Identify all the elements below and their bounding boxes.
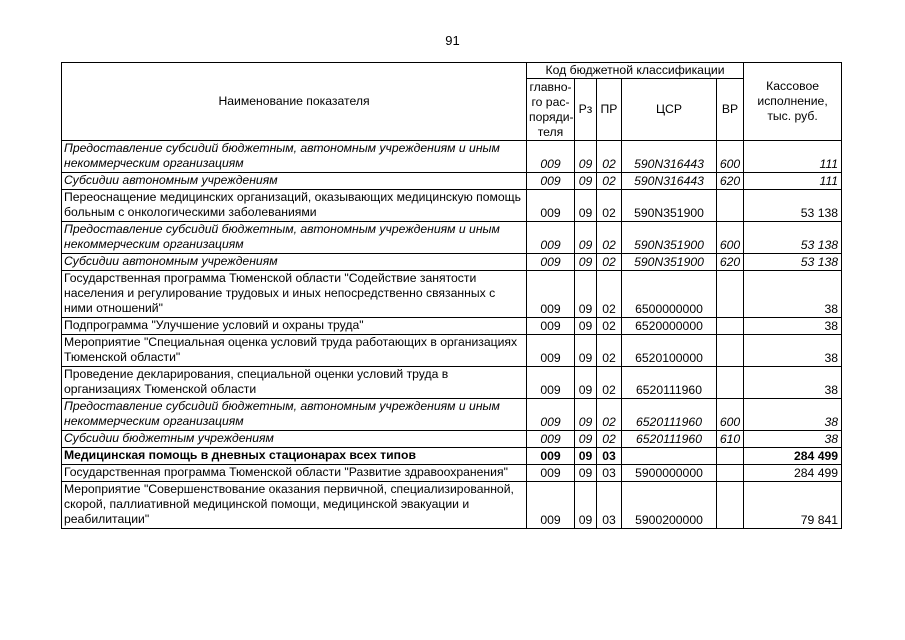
header-amount: Кассовое исполнение, тыс. руб. <box>744 63 842 141</box>
cell-csr <box>622 448 717 465</box>
cell-glava: 009 <box>527 335 575 367</box>
cell-name: Мероприятие "Специальная оценка условий труда работающих в организациях Тюменской области" <box>62 335 527 367</box>
header-glava: главно-го рас-поряди-теля <box>527 79 575 141</box>
cell-csr: 6520000000 <box>622 318 717 335</box>
cell-pr: 03 <box>597 448 622 465</box>
cell-csr: 6520100000 <box>622 335 717 367</box>
cell-pr: 02 <box>597 399 622 431</box>
cell-amount: 38 <box>744 335 842 367</box>
cell-glava: 009 <box>527 465 575 482</box>
cell-amount: 111 <box>744 173 842 190</box>
cell-pr: 02 <box>597 222 622 254</box>
table-row <box>62 482 842 529</box>
cell-rz: 09 <box>575 318 597 335</box>
cell-amount: 53 138 <box>744 190 842 222</box>
cell-csr: 6500000000 <box>622 271 717 318</box>
cell-glava: 009 <box>527 222 575 254</box>
cell-csr: 590N316443 <box>622 141 717 173</box>
table-body <box>62 141 842 529</box>
cell-vr <box>717 465 744 482</box>
cell-pr: 02 <box>597 318 622 335</box>
cell-pr: 02 <box>597 173 622 190</box>
cell-glava: 009 <box>527 448 575 465</box>
cell-amount: 53 138 <box>744 254 842 271</box>
cell-pr: 02 <box>597 367 622 399</box>
cell-rz: 09 <box>575 399 597 431</box>
cell-name: Предоставление субсидий бюджетным, автономным учреждениям и иным некоммерческим организациям <box>62 222 527 254</box>
cell-name: Медицинская помощь в дневных стационарах всех типов <box>62 448 527 465</box>
cell-amount: 38 <box>744 271 842 318</box>
cell-csr: 590N351900 <box>622 222 717 254</box>
table-row <box>62 222 842 254</box>
table-row <box>62 318 842 335</box>
table-row <box>62 465 842 482</box>
cell-rz: 09 <box>575 222 597 254</box>
cell-name: Субсидии автономным учреждениям <box>62 173 527 190</box>
cell-glava: 009 <box>527 482 575 529</box>
cell-glava: 009 <box>527 190 575 222</box>
cell-vr: 610 <box>717 431 744 448</box>
cell-rz: 09 <box>575 448 597 465</box>
table-row <box>62 431 842 448</box>
cell-amount: 38 <box>744 318 842 335</box>
cell-vr <box>717 190 744 222</box>
cell-csr: 5900200000 <box>622 482 717 529</box>
table-row <box>62 271 842 318</box>
cell-pr: 02 <box>597 190 622 222</box>
table-row <box>62 335 842 367</box>
cell-vr: 620 <box>717 173 744 190</box>
cell-vr: 600 <box>717 399 744 431</box>
cell-name: Государственная программа Тюменской области "Содействие занятости населения и регулирование трудовых и иных непосредственно связанных с ними отношений" <box>62 271 527 318</box>
cell-rz: 09 <box>575 482 597 529</box>
cell-glava: 009 <box>527 318 575 335</box>
cell-csr: 5900000000 <box>622 465 717 482</box>
cell-glava: 009 <box>527 431 575 448</box>
table-row <box>62 254 842 271</box>
cell-pr: 03 <box>597 482 622 529</box>
cell-pr: 02 <box>597 141 622 173</box>
cell-csr: 590N351900 <box>622 190 717 222</box>
cell-vr: 600 <box>717 141 744 173</box>
cell-name: Субсидии автономным учреждениям <box>62 254 527 271</box>
cell-name: Предоставление субсидий бюджетным, автономным учреждениям и иным некоммерческим организациям <box>62 399 527 431</box>
cell-amount: 38 <box>744 431 842 448</box>
cell-rz: 09 <box>575 335 597 367</box>
cell-amount: 79 841 <box>744 482 842 529</box>
cell-vr: 600 <box>717 222 744 254</box>
cell-pr: 02 <box>597 254 622 271</box>
header-name: Наименование показателя <box>62 63 527 141</box>
cell-rz: 09 <box>575 190 597 222</box>
cell-amount: 284 499 <box>744 465 842 482</box>
table-row <box>62 448 842 465</box>
header-vr: ВР <box>717 79 744 141</box>
cell-pr: 02 <box>597 431 622 448</box>
cell-rz: 09 <box>575 367 597 399</box>
cell-rz: 09 <box>575 254 597 271</box>
cell-amount: 111 <box>744 141 842 173</box>
table-row <box>62 399 842 431</box>
cell-csr: 590N351900 <box>622 254 717 271</box>
cell-csr: 6520111960 <box>622 399 717 431</box>
cell-glava: 009 <box>527 399 575 431</box>
cell-amount: 38 <box>744 399 842 431</box>
cell-rz: 09 <box>575 173 597 190</box>
cell-name: Мероприятие "Совершенствование оказания первичной, специализированной, скорой, паллиативной медицинской помощи, медицинской эвакуации и реабилитации" <box>62 482 527 529</box>
cell-rz: 09 <box>575 465 597 482</box>
cell-pr: 02 <box>597 271 622 318</box>
page-number: 91 <box>445 33 460 48</box>
cell-rz: 09 <box>575 141 597 173</box>
cell-amount: 38 <box>744 367 842 399</box>
cell-glava: 009 <box>527 271 575 318</box>
cell-name: Переоснащение медицинских организаций, оказывающих медицинскую помощь больным с онкологическими заболеваниями <box>62 190 527 222</box>
cell-glava: 009 <box>527 141 575 173</box>
cell-pr: 03 <box>597 465 622 482</box>
cell-glava: 009 <box>527 254 575 271</box>
cell-vr <box>717 367 744 399</box>
cell-vr <box>717 335 744 367</box>
cell-rz: 09 <box>575 271 597 318</box>
cell-vr <box>717 448 744 465</box>
cell-vr <box>717 271 744 318</box>
cell-name: Проведение декларирования, специальной оценки условий труда в организациях Тюменской области <box>62 367 527 399</box>
table-row <box>62 190 842 222</box>
header-classification-code: Код бюджетной классификации <box>527 63 744 79</box>
cell-vr <box>717 482 744 529</box>
cell-rz: 09 <box>575 431 597 448</box>
header-pr: ПР <box>597 79 622 141</box>
cell-name: Подпрограмма "Улучшение условий и охраны труда" <box>62 318 527 335</box>
cell-csr: 590N316443 <box>622 173 717 190</box>
budget-table <box>61 62 842 529</box>
table-row <box>62 173 842 190</box>
cell-name: Государственная программа Тюменской области "Развитие здравоохранения" <box>62 465 527 482</box>
cell-pr: 02 <box>597 335 622 367</box>
table-row <box>62 367 842 399</box>
cell-amount: 284 499 <box>744 448 842 465</box>
cell-csr: 6520111960 <box>622 367 717 399</box>
header-rz: Рз <box>575 79 597 141</box>
cell-csr: 6520111960 <box>622 431 717 448</box>
cell-vr: 620 <box>717 254 744 271</box>
table-row <box>62 141 842 173</box>
cell-amount: 53 138 <box>744 222 842 254</box>
cell-glava: 009 <box>527 173 575 190</box>
cell-glava: 009 <box>527 367 575 399</box>
header-csr: ЦСР <box>622 79 717 141</box>
cell-name: Субсидии бюджетным учреждениям <box>62 431 527 448</box>
cell-vr <box>717 318 744 335</box>
cell-name: Предоставление субсидий бюджетным, автономным учреждениям и иным некоммерческим организациям <box>62 141 527 173</box>
